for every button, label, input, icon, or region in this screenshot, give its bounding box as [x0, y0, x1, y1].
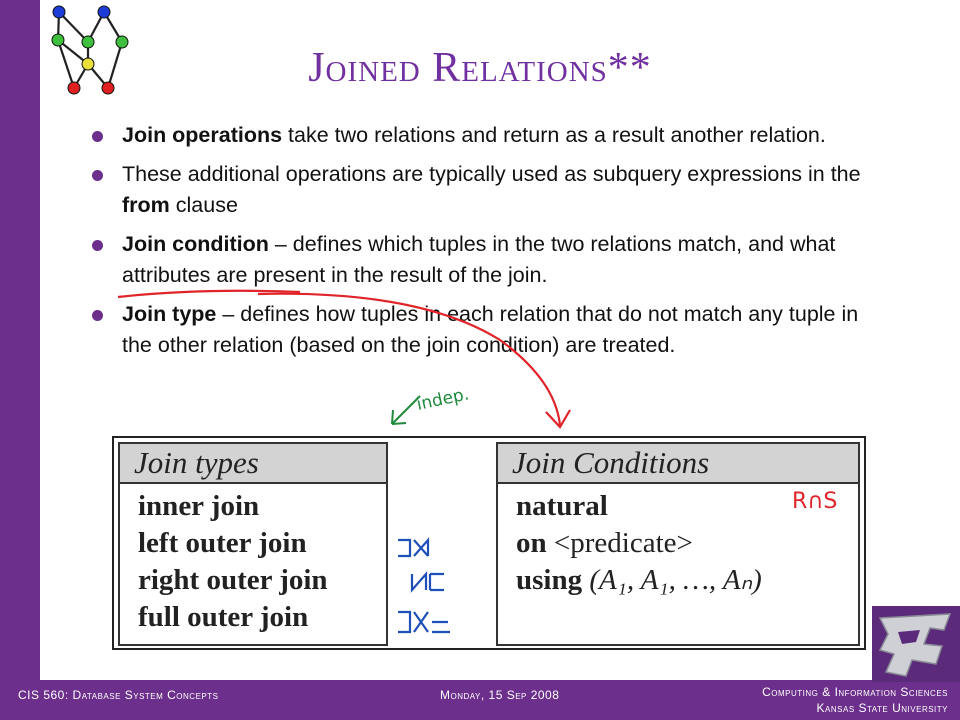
bullet-dot-icon	[92, 310, 103, 321]
bullet-item	[88, 120, 878, 151]
bullet-dot-icon	[92, 240, 103, 251]
on-predicate: <predicate>	[546, 527, 693, 559]
bullet-text: – defines how tuples in each relation that do not match any tuple in the other relation (based on the join condition) are treated.	[122, 302, 859, 357]
bullet-item	[88, 299, 878, 361]
bullet-bold-term: from	[122, 193, 170, 217]
bullet-bold-term: Join type	[122, 302, 217, 326]
footer-dept: Computing & Information Sciences	[762, 685, 948, 699]
join-condition-natural: natural	[516, 490, 608, 522]
bullet-text: These additional operations are typically used as subquery expressions in the	[122, 162, 861, 186]
bullet-bold-term: Join condition	[122, 232, 269, 256]
footer-affiliation	[762, 684, 948, 716]
handwritten-note-rns: R∩S	[792, 489, 838, 514]
bullet-dot-icon	[92, 131, 103, 142]
join-conditions-panel	[496, 442, 860, 646]
bullet-item	[88, 229, 878, 291]
footer-university: Kansas State University	[816, 701, 948, 715]
join-conditions-header: Join Conditions	[498, 444, 858, 484]
join-type-item: full outer join	[138, 601, 309, 633]
bullet-text: clause	[169, 193, 238, 217]
join-condition-on	[516, 525, 858, 562]
bullet-item	[88, 159, 878, 221]
join-types-header: Join types	[120, 444, 386, 484]
join-types-panel	[118, 442, 388, 646]
using-attributes: (A₁, A₁, …, Aₙ)	[582, 564, 762, 596]
frame-left-bar	[0, 0, 40, 720]
join-type-item: right outer join	[138, 564, 328, 596]
slide-title: Joined Relations**	[308, 45, 652, 91]
using-keyword: using	[516, 564, 583, 596]
join-type-item: left outer join	[138, 527, 307, 559]
bullet-bold-term: Join operations	[122, 123, 283, 147]
handwritten-note-indep: indep.	[414, 384, 471, 415]
join-condition-using	[516, 562, 858, 599]
join-type-item: inner join	[138, 490, 260, 522]
bullet-list	[88, 120, 878, 369]
bullet-dot-icon	[92, 170, 103, 181]
bullet-text: take two relations and return as a result another relation.	[282, 123, 826, 147]
on-keyword: on	[516, 527, 547, 559]
footer-course: CIS 560: Database System Concepts	[18, 688, 219, 702]
footer-date: Monday, 15 Sep 2008	[440, 688, 560, 702]
kstate-wildcat-logo-icon	[872, 606, 960, 682]
bullet-text: – defines which tuples in the two relations match, and what attributes are present in the result of the join.	[122, 232, 836, 287]
join-table-figure	[112, 436, 866, 650]
